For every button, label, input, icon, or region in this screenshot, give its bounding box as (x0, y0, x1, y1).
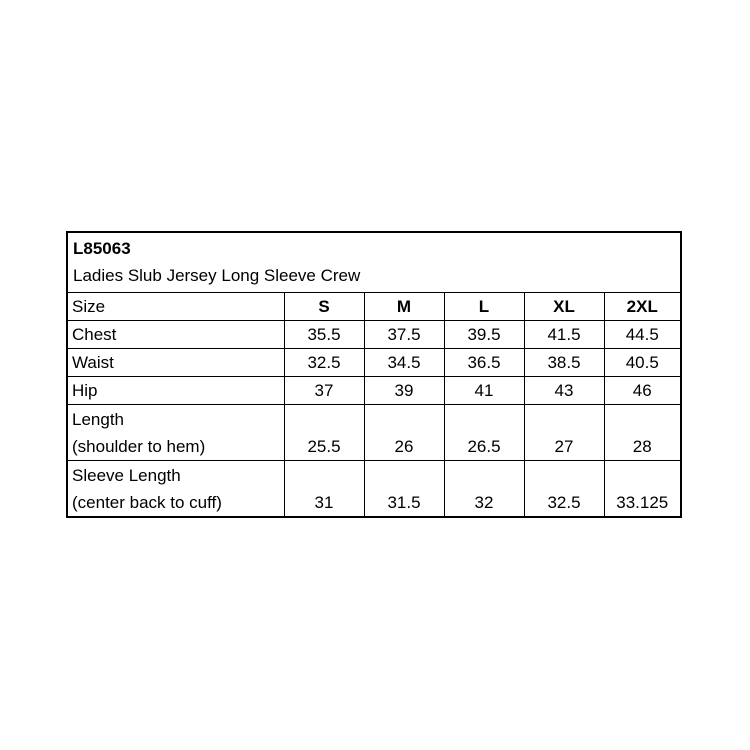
row-label-chest: Chest (68, 321, 284, 349)
table-row-hip (68, 377, 680, 405)
table-cell: 26.5 (444, 405, 524, 461)
table-cell: 41 (444, 377, 524, 405)
table-row-sleeve-length (68, 461, 680, 517)
size-label: Size (68, 293, 284, 321)
table-cell: 41.5 (524, 321, 604, 349)
table-cell: 32.5 (524, 461, 604, 517)
chart-header (68, 233, 680, 293)
table-cell: 27 (524, 405, 604, 461)
row-label-waist: Waist (68, 349, 284, 377)
table-cell: 36.5 (444, 349, 524, 377)
table-cell: 46 (604, 377, 680, 405)
row-label-sleeve-title: Sleeve Length (72, 466, 181, 485)
table-row-waist (68, 349, 680, 377)
table-cell: 34.5 (364, 349, 444, 377)
table-cell: 32 (444, 461, 524, 517)
table-cell: 31.5 (364, 461, 444, 517)
table-row-chest (68, 321, 680, 349)
table-cell: 26 (364, 405, 444, 461)
size-header-row (68, 293, 680, 321)
table-cell: 40.5 (604, 349, 680, 377)
table-cell: 33.125 (616, 493, 669, 512)
table-cell: 31 (284, 461, 364, 517)
size-s: S (284, 293, 364, 321)
product-name: Ladies Slub Jersey Long Sleeve Crew (73, 266, 361, 285)
table-cell: 37.5 (364, 321, 444, 349)
table-cell: 37 (284, 377, 364, 405)
table-cell: 39.5 (444, 321, 524, 349)
table-cell: 38.5 (524, 349, 604, 377)
table-cell: 28 (604, 405, 680, 461)
size-xl: XL (524, 293, 604, 321)
table-cell: 39 (364, 377, 444, 405)
row-label-hip: Hip (68, 377, 284, 405)
table-cell: 43 (524, 377, 604, 405)
product-code: L85063 (73, 239, 131, 258)
size-2xl: 2XL (604, 293, 680, 321)
row-label-length-title: Length (72, 410, 124, 429)
table-row-length (68, 405, 680, 461)
row-label-sleeve-length (68, 461, 284, 517)
row-label-length-note: (shoulder to hem) (72, 437, 206, 456)
size-m: M (364, 293, 444, 321)
size-l: L (444, 293, 524, 321)
size-chart (66, 231, 682, 518)
table-cell: 32.5 (284, 349, 364, 377)
table-cell: 44.5 (604, 321, 680, 349)
size-table (68, 293, 680, 516)
row-label-length (68, 405, 284, 461)
table-cell: 35.5 (284, 321, 364, 349)
row-label-sleeve-note: (center back to cuff) (72, 493, 222, 512)
table-cell: 25.5 (284, 405, 364, 461)
